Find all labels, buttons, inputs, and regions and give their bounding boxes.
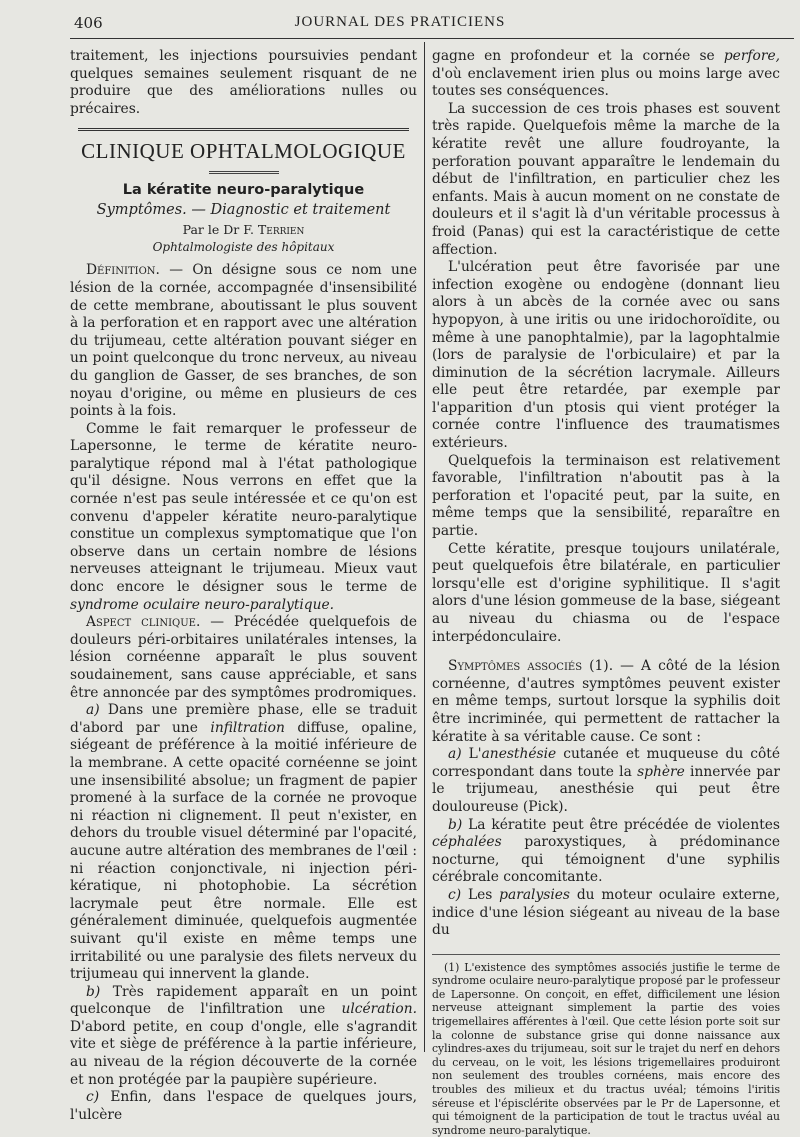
remark-italic: syndrome oculaire neuro-paralytique. bbox=[70, 596, 335, 613]
phase-c-marker: c) bbox=[86, 1089, 100, 1106]
assoc-a-italic-1: anesthésie bbox=[481, 746, 557, 763]
footnote-rule bbox=[432, 954, 780, 955]
assoc-a-italic-2: sphère bbox=[637, 763, 685, 780]
phase-c-text: Enfin, dans l'espace de quelques jours, l'ulcère bbox=[70, 1089, 417, 1123]
assoc-a-marker: a) bbox=[448, 746, 462, 763]
assoc-c-text-1: Les bbox=[461, 886, 500, 903]
associated-paragraph bbox=[432, 658, 780, 746]
phase-a-marker: a) bbox=[86, 702, 100, 719]
remark-paragraph bbox=[70, 421, 417, 615]
associated-label: Symptômes associés bbox=[448, 658, 583, 675]
assoc-b-text-1: La kératite peut être précédée de violentes bbox=[462, 816, 780, 833]
intro-paragraph: traitement, les injections poursuivies pendant quelques semaines seulement risquant de ne produire que des améliorations nulles ou précaires. bbox=[70, 48, 417, 117]
article-title: La kératite neuro-paralytique bbox=[122, 181, 365, 198]
phase-a-paragraph bbox=[70, 702, 417, 984]
phase-b-text-1: Très rapidement apparaît en un point quelconque de l'infiltration une bbox=[70, 983, 417, 1018]
phase-b-italic: ulcération. bbox=[341, 1001, 417, 1018]
phase-b-text-2: D'abord petite, en coup d'ongle, elle s'agrandit vite et siège de préférence à la partie inférieure, au niveau de la région découverte de la cornée et non protégée par la paupière supérieure. bbox=[70, 1018, 417, 1088]
phase-a-text-2: diffuse, opaline, siégeant de préférence à la moitié inférieure de la membrane. A cette opacité cornéenne se joint une insensibilité absolue; un fragment de papier promené à la surface de la cornée ne provoque ni réaction ni clignement. Il peut n'exister, en dehors du trouble visuel déterminé par l'opacité, aucune autre altération des membranes de l'œil : ni réaction conjonctivale, ni injection péri-kératique, ni photophobie. La sécrétion lacrymale peut être normale. Elle est généralement diminuée, quelquefois augmentée suivant qu'il existe en même temps une irritabilité ou une paralysie des filets nerveux du trijumeau qui innervent la glande. bbox=[70, 719, 417, 983]
unilateral-paragraph: Cette kératite, presque toujours unilatérale, peut quelquefois être bilatérale, en particulier lorsqu'elle est d'origine syphilitique. Il s'agit alors d'une lésion gommeuse de la base, siégeant au niveau du chiasma ou de l'espace interpédonculaire. bbox=[432, 540, 780, 645]
section-rule bbox=[78, 128, 409, 131]
continuation-italic: perfore, bbox=[723, 48, 780, 64]
section-title: CLINIQUE OPHTALMOLOGIQUE bbox=[81, 139, 406, 164]
right-column bbox=[432, 48, 780, 1137]
definition-paragraph bbox=[70, 262, 417, 420]
author-line bbox=[70, 221, 417, 239]
phase-a-italic: infiltration bbox=[210, 719, 285, 736]
phase-a-text-1: Dans une première phase, elle se traduit d'abord par une bbox=[70, 702, 417, 736]
article-subtitle: Symptômes. — Diagnostic et traitement bbox=[96, 201, 391, 218]
succession-paragraph: La succession de ces trois phases est souvent très rapide. Quelquefois même la marche de la kératite revêt une allure foudroyante, la perforation pouvant apparaître le lendemain du début de l'infiltration, en particulier chez les enfants. Mais à aucun moment on ne constate de douleurs et il s'agit là d'un véritable processus à froid (Panas) qui est la caractéristique de cette affection. bbox=[432, 100, 780, 258]
title-rule bbox=[209, 171, 279, 174]
associated-text: — A côté de la lésion cornéenne, d'autres symptômes peuvent exister en même temps, surtout lorsque la syphilis doit être incriminée, qui permettent de rattacher la kératite à sa véritable cause. Ce sont : bbox=[432, 658, 780, 745]
phase-b-paragraph bbox=[70, 984, 417, 1090]
assoc-c-text-2: du moteur oculaire externe, indice d'une lésion siégeant au niveau de la base du bbox=[432, 886, 780, 939]
continuation-1: gagne en profondeur et la cornée se bbox=[432, 48, 724, 64]
definition-text: — On désigne sous ce nom une lésion de la cornée, accompagnée d'insensibilité de cette membrane, aboutissant le plus souvent à la perforation et en rapport avec une altération du trijumeau, cette altération pouvant siéger en un point quelconque du tronc nerveux, au niveau du ganglion de Gasser, de ses branches, de son noyau d'origine, ou même en plusieurs de ces points à la fois. bbox=[70, 262, 417, 420]
assoc-a-text-2: cutanée et muqueuse du côté correspondant dans toute la bbox=[432, 746, 780, 780]
assoc-b-paragraph bbox=[432, 817, 780, 887]
aspect-paragraph bbox=[70, 614, 417, 702]
phase-c-paragraph bbox=[70, 1089, 417, 1124]
remark-text: Comme le fait remarquer le professeur de Lapersonne, le terme de kératite neuro-paralytique répond mal à l'état pathologique qu'il désigne. Nous verrons en effet que la cornée n'est pas seule intéressée et ce qu'on est convenu d'appeler kératite neuro-paralytique constitue un complexus symptomatique que l'on observe dans un certain nombre de lésions nerveuses atteignant le trijumeau. Mieux vaut donc encore le désigner sous le terme de bbox=[70, 420, 417, 596]
page-number: 406 bbox=[74, 14, 103, 32]
header-rule bbox=[70, 38, 794, 39]
assoc-b-italic: céphalées bbox=[432, 834, 502, 851]
assoc-c-italic: paralysies bbox=[499, 886, 570, 903]
associated-ref: (1). bbox=[582, 658, 614, 675]
termination-paragraph: Quelquefois la terminaison est relativement favorable, l'infiltration n'aboutit pas à la perforation et l'opacité peut, par la suite, en même temps que la sensibilité, reparaître en partie. bbox=[432, 452, 780, 540]
assoc-c-marker: c) bbox=[448, 886, 462, 903]
column-divider bbox=[424, 42, 425, 1052]
assoc-a-paragraph bbox=[432, 746, 780, 816]
left-column bbox=[70, 48, 417, 1124]
assoc-b-marker: b) bbox=[448, 816, 463, 833]
phase-b-marker: b) bbox=[86, 983, 101, 1000]
author-affiliation: Ophtalmologiste des hôpitaux bbox=[152, 239, 335, 254]
aspect-text: — Précédée quelquefois de douleurs péri-orbitaires unilatérales intenses, la lésion cornéenne apparaît le plus souvent soudainement, sans cause appréciable, et sans être annoncée par des symptômes prodromiques. bbox=[70, 614, 417, 701]
assoc-a-text-1: L' bbox=[461, 746, 482, 763]
ulceration-paragraph: L'ulcération peut être favorisée par une infection exogène ou endogène (donnant lieu alors à un abcès de la cornée avec ou sans hypopyon, à une iritis ou une iridochoroïdite, ou même à une panophtalmie), par la lagophtalmie (lors de paralysie de l'orbiculaire) et par la diminution de la sécrétion lacrymale. Ailleurs elle peut être retardée, par exemple par l'apparition d'un ptosis qui vient protéger la cornée contre l'influence des traumatismes extérieurs. bbox=[432, 259, 780, 452]
author-prefix: Par le Dr F. bbox=[182, 222, 254, 238]
assoc-a-text-3: innervée par le trijumeau, anesthésie qui peut être douloureuse (Pick). bbox=[432, 763, 780, 815]
continuation-paragraph bbox=[432, 48, 780, 101]
aspect-label: Aspect clinique. bbox=[86, 614, 201, 631]
journal-title: JOURNAL DES PRATICIENS bbox=[294, 14, 506, 30]
continuation-2: d'où enclavement irien plus ou moins large avec toutes ses conséquences. bbox=[432, 65, 780, 100]
assoc-b-text-2: paroxystiques, à prédominance nocturne, qui témoignent d'une syphilis cérébrale concomitante. bbox=[432, 834, 780, 886]
assoc-c-paragraph bbox=[432, 887, 780, 940]
definition-label: Définition. bbox=[86, 262, 160, 279]
footnote: (1) L'existence des symptômes associés justifie le terme de syndrome oculaire neuro-paralytique proposé par le professeur de Lapersonne. On conçoit, en effet, difficilement une lésion nerveuse atteignant simplement la partie des voies trigemellaires afférentes à l'œil. Que cette lésion porte soit sur la colonne de substance grise qui donne naissance aux cylindres-axes du trijumeau, soit sur le trajet du nerf en dehors du cerveau, on le voit, les lésions trigemellaires produiront non seulement des troubles cornéens, mais encore des troubles des milieux et du tractus uvéal; témoins l'iritis séreuse et l'épisclérite observées par le Pr de Lapersonne, et qui témoignent de la participation de tout le tractus uvéal au syndrome neuro-paralytique. bbox=[432, 960, 780, 1137]
author-name: Terrien bbox=[257, 222, 305, 238]
